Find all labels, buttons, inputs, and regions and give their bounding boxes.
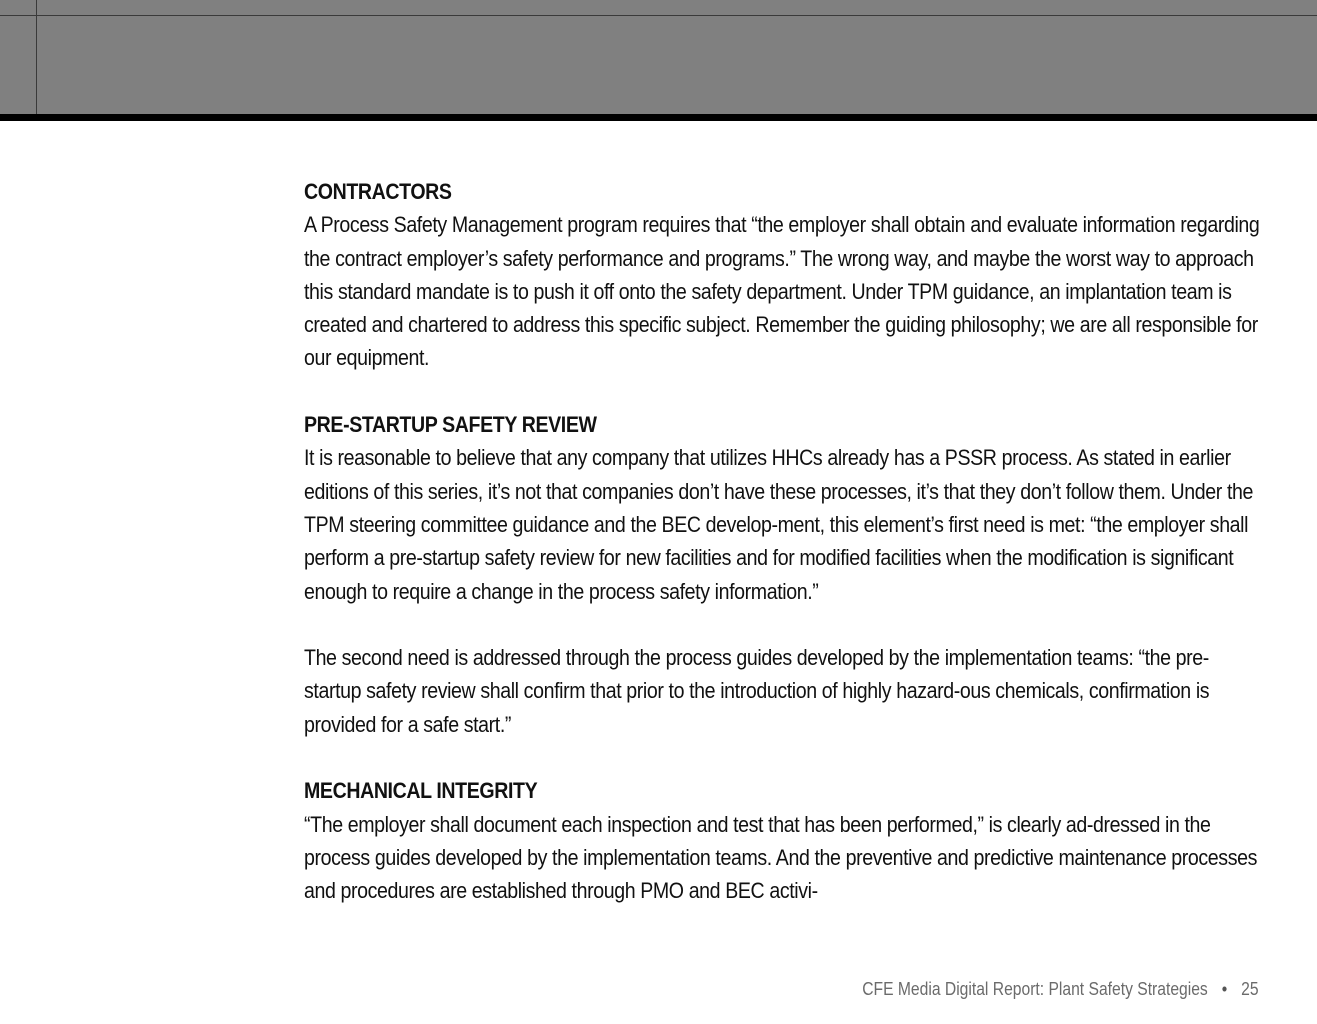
header-rule <box>0 114 1317 121</box>
header-band <box>0 0 1317 114</box>
section-heading-mechanical-integrity: MECHANICAL INTEGRITY <box>304 778 538 804</box>
page-number: 25 <box>1241 979 1259 999</box>
section-paragraph: A Process Safety Management program requires that “the employer shall obtain and evaluate information regarding the contract employer’s safety performance and programs.” The wrong way, and maybe the worst way to approach this standard mandate is to push it off onto the safety department. Under TPM guidance, an implantation team is created and chartered to address this specific subject. Remember the guiding philosophy; we are all responsible for our equipment. <box>304 212 1260 371</box>
article-body <box>304 175 1264 908</box>
section-heading-pre-startup-safety-review: PRE-STARTUP SAFETY REVIEW <box>304 412 597 438</box>
section-heading-contractors: CONTRACTORS <box>304 179 452 204</box>
section-paragraph: “The employer shall document each inspection and test that has been performed,” is clearly ad-dressed in the process guides developed by the implementation teams. And the preventive and predictive maintenance processes and procedures are established through PMO and BEC activi- <box>304 811 1257 904</box>
section-paragraph: It is reasonable to believe that any company that utilizes HHCs already has a PSSR process. As stated in earlier editions of this series, it’s not that companies don’t have these processes, it’s that they don’t follow them. Under the TPM steering committee guidance and the BEC develop-ment, this element’s first need is met: “the employer shall perform a pre-startup safety review for new facilities and for modified facilities when the modification is significant enough to require a change in the process safety information.” <box>304 445 1254 604</box>
section-paragraph: The second need is addressed through the process guides developed by the implementation teams: “the pre-startup safety review shall confirm that prior to the introduction of highly hazard-ous chemicals, confirmation is provided for a safe start.” <box>304 645 1210 737</box>
header-divider-horizontal <box>0 15 1317 16</box>
footer-publication: CFE Media Digital Report: Plant Safety Strategies <box>862 979 1209 999</box>
page-footer <box>863 979 1259 1000</box>
footer-bullet: • <box>1222 979 1228 999</box>
header-divider-vertical <box>36 0 37 114</box>
